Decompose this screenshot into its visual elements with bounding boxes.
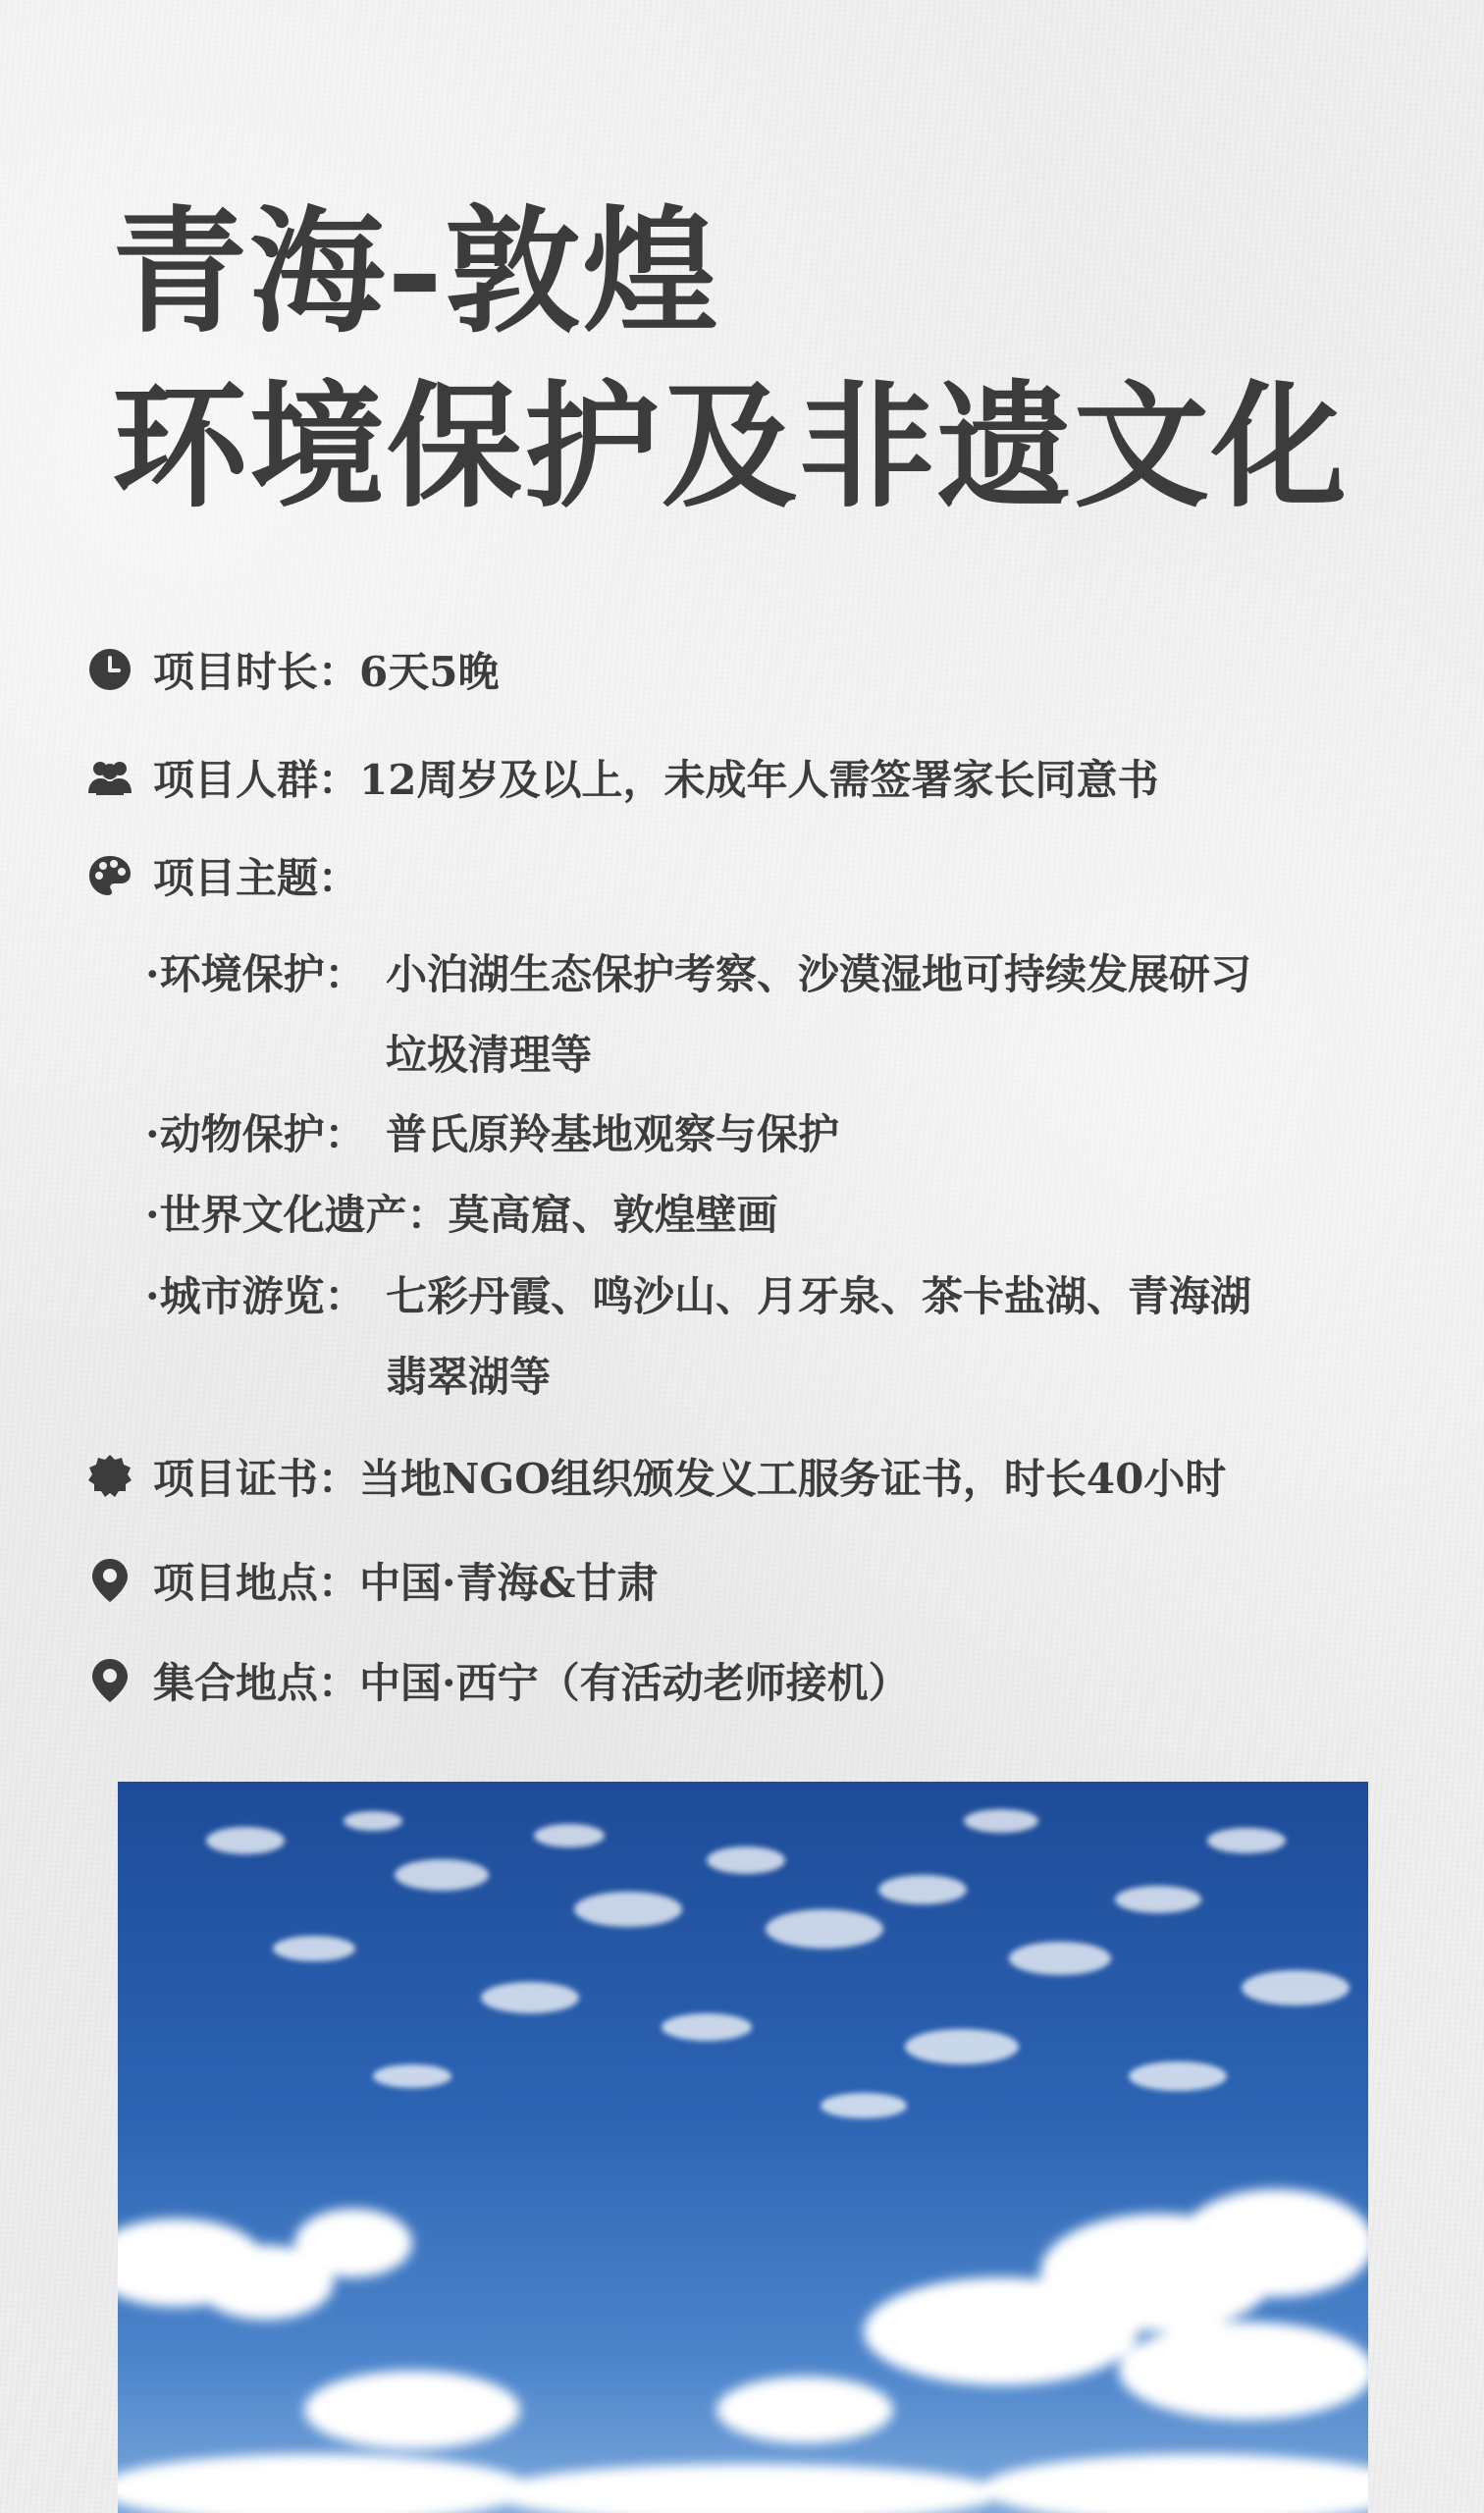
theme-item-city-tour (145, 1256, 1251, 1417)
theme-item-value-continued: 垃圾清理等 (386, 1031, 593, 1079)
map-pin-icon (84, 1555, 135, 1606)
theme-label: 项目主题： (153, 854, 360, 902)
location-value: 中国·青海&甘肃 (359, 1559, 659, 1607)
title-line-2: 环境保护及非遗文化 (112, 366, 1350, 526)
theme-item-value: 小泊湖生态保护考察、沙漠湿地可持续发展研习 (386, 950, 1252, 998)
palette-icon (84, 850, 135, 901)
meeting-label: 集合地点： (153, 1659, 360, 1707)
duration-value: 6天5晚 (359, 648, 500, 696)
audience-row (84, 748, 1158, 807)
duration-label: 项目时长： (153, 648, 360, 696)
duration-row (84, 640, 499, 699)
sky-photo (118, 1782, 1368, 2513)
theme-item-value: 莫高窟、敦煌壁画 (448, 1191, 778, 1239)
theme-item-label: ·城市游览： (145, 1272, 366, 1320)
clock-icon (84, 644, 135, 695)
theme-item-value: 普氏原羚基地观察与保护 (386, 1110, 840, 1158)
meeting-row (84, 1651, 910, 1710)
page-title (112, 185, 1349, 534)
certificate-icon (84, 1451, 135, 1502)
certificate-value: 当地NGO组织颁发义工服务证书，时长40小时 (359, 1455, 1227, 1503)
theme-item-value-continued: 翡翠湖等 (386, 1353, 552, 1401)
location-label: 项目地点： (153, 1559, 360, 1607)
theme-item-animal (145, 1095, 839, 1175)
location-row (84, 1551, 659, 1610)
certificate-row (84, 1447, 1226, 1506)
theme-item-value: 七彩丹霞、鸣沙山、月牙泉、茶卡盐湖、青海湖 (386, 1272, 1252, 1320)
theme-item-heritage (145, 1175, 778, 1256)
theme-item-label: ·世界文化遗产： (145, 1191, 449, 1239)
map-pin-icon (84, 1655, 135, 1706)
people-icon (84, 752, 135, 803)
theme-row (84, 846, 359, 905)
theme-item-label: ·环境保护： (145, 950, 366, 998)
audience-value: 12周岁及以上，未成年人需签署家长同意书 (359, 756, 1159, 804)
title-line-1: 青海-敦煌 (112, 191, 720, 351)
certificate-label: 项目证书： (153, 1455, 360, 1503)
theme-item-environment (145, 935, 1251, 1096)
audience-label: 项目人群： (153, 756, 360, 804)
meeting-value: 中国·西宁（有活动老师接机） (359, 1659, 910, 1707)
theme-item-label: ·动物保护： (145, 1110, 366, 1158)
